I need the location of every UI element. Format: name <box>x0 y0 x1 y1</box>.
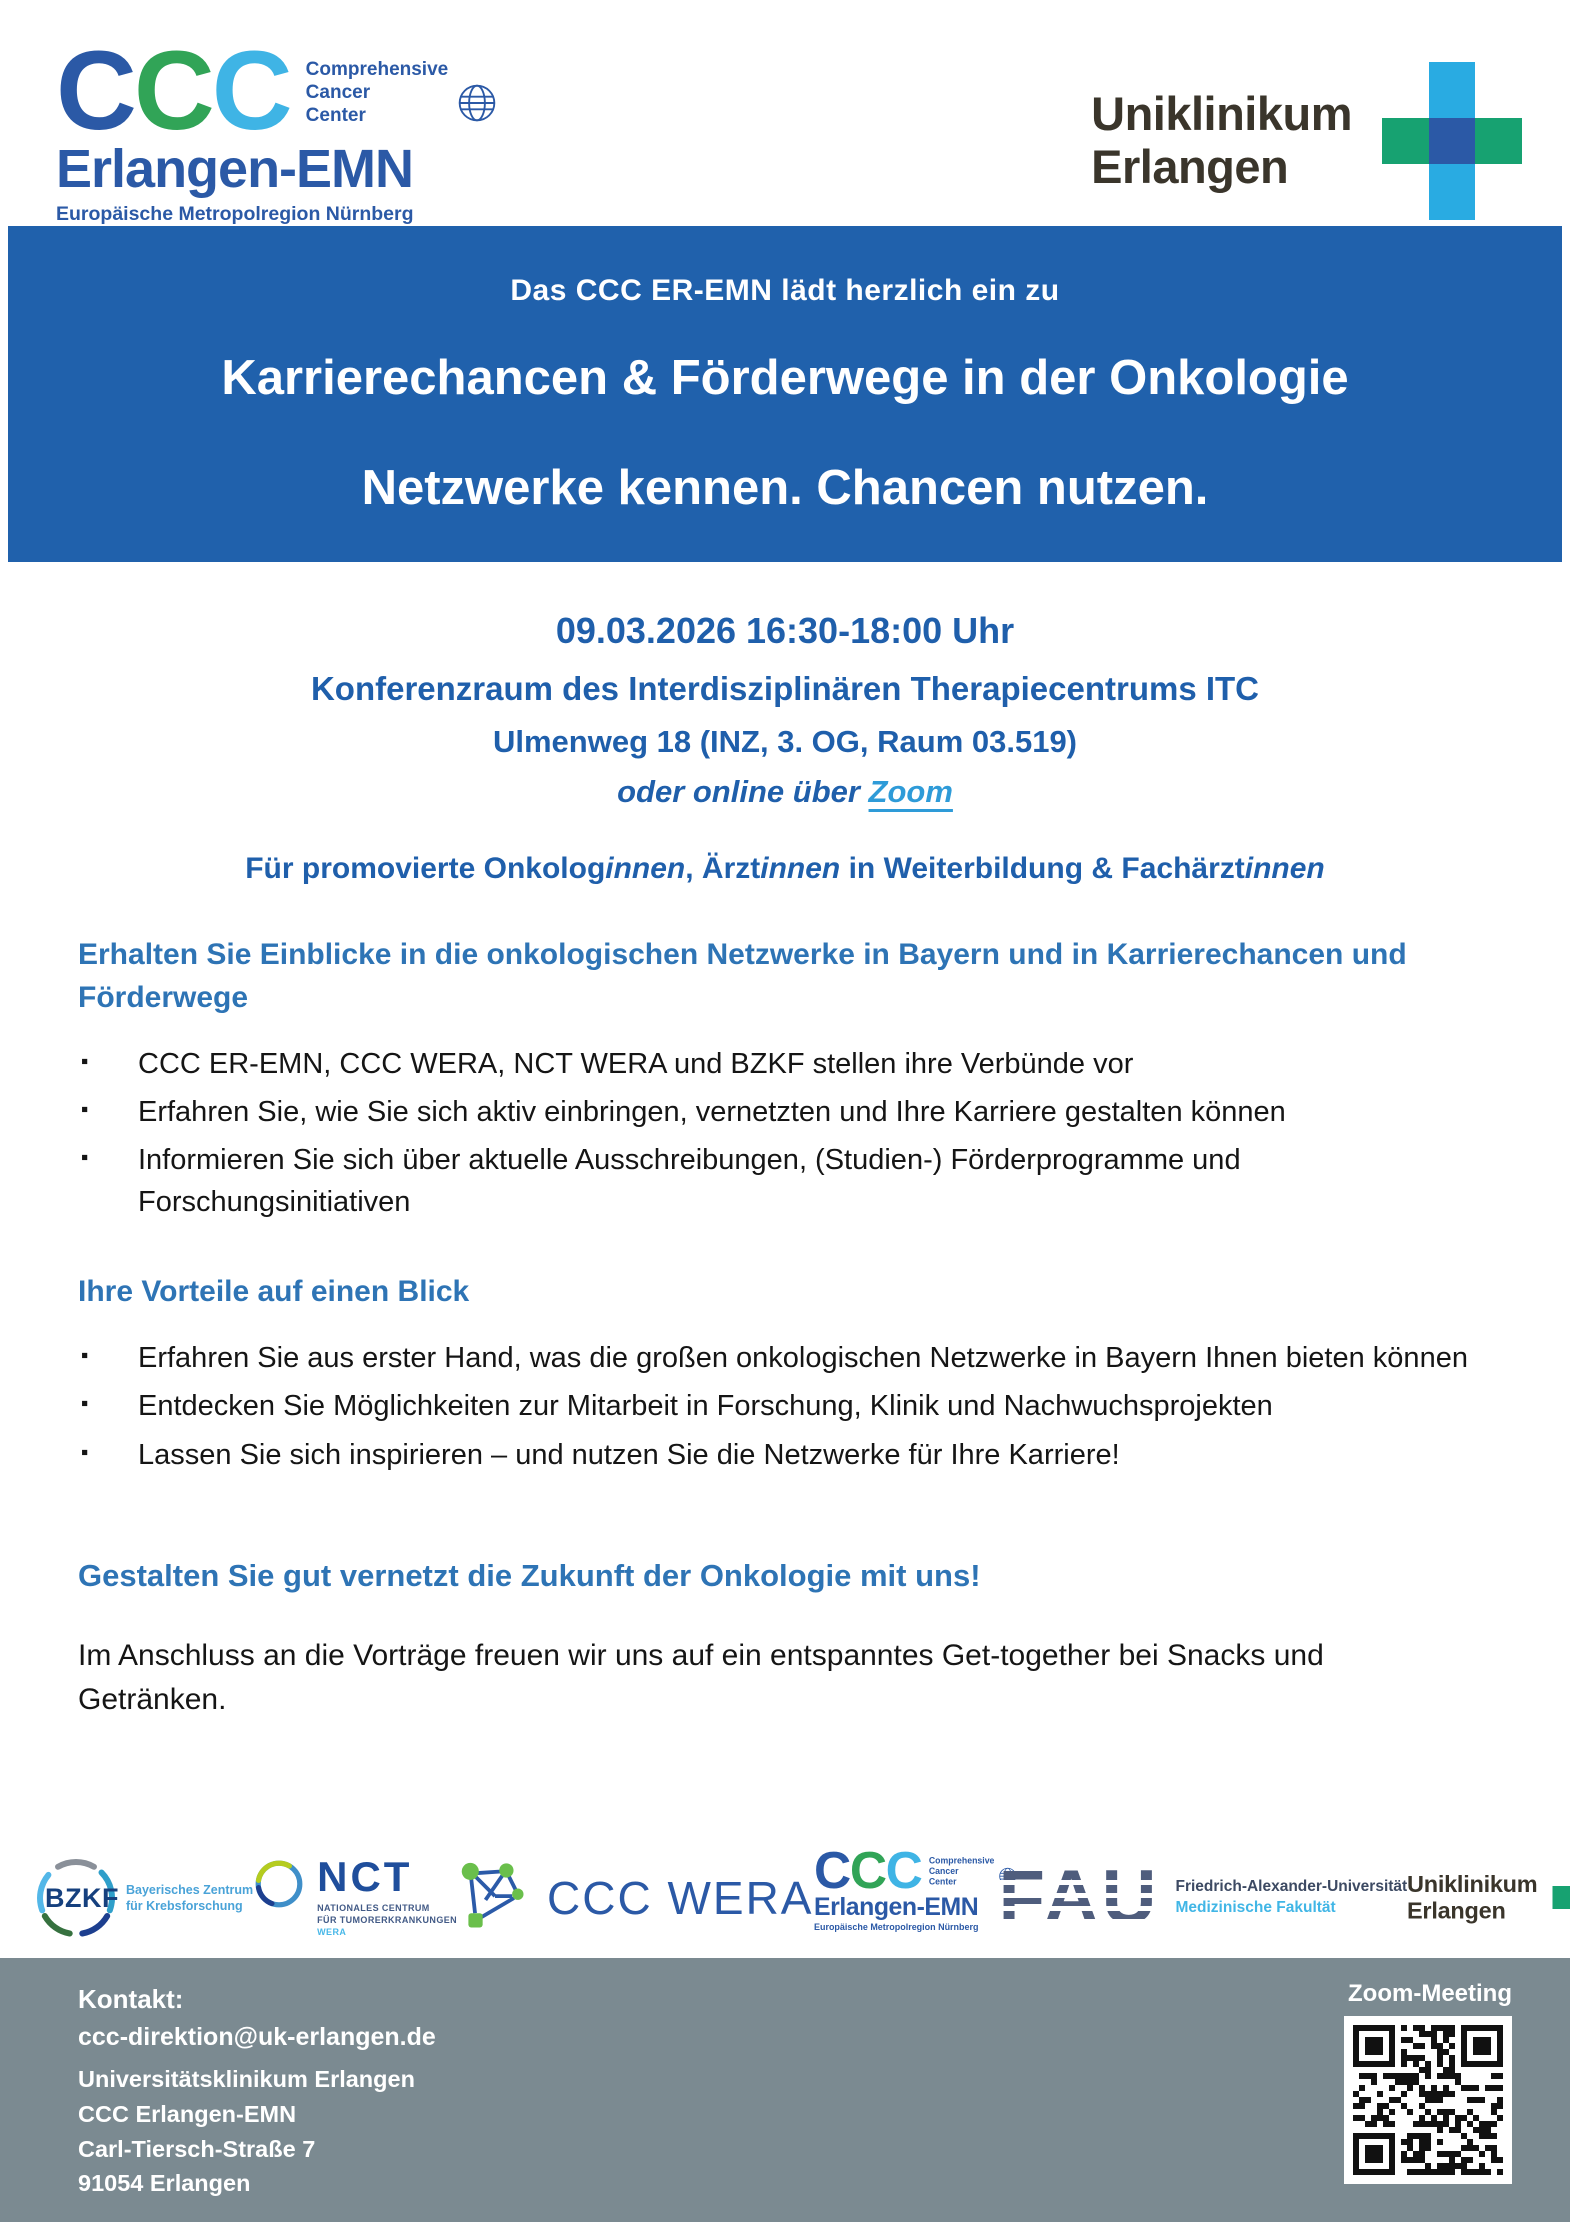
closing-paragraph: Im Anschluss an die Vorträge freuen wir uns auf ein entspanntes Get-together bei Snacks und Getränken. <box>78 1638 1324 1717</box>
hero-band <box>8 226 1562 562</box>
benefits-bullet-list <box>78 1338 1492 1476</box>
event-venue: Konferenzraum des Interdisziplinären Therapiecentrums ITC <box>310 670 1260 707</box>
section-heading-insights: Erhalten Sie Einblicke in die onkologischen Netzwerke in Bayern und in Karrierechancen und Förderwege <box>78 938 1407 1014</box>
fau-mark <box>999 1868 1160 1927</box>
partner-logo-ccc-wera <box>457 1860 813 1936</box>
fau-university-line: Friedrich-Alexander-Universität <box>1175 1878 1408 1896</box>
partner-logo-ccc-erlangen-emn: CCC Comprehensive Cancer Center Erlangen-EMN Europäische Metropolregion Nürnberg <box>814 1850 999 1946</box>
zoom-meeting-block <box>1340 1980 1512 2189</box>
zoom-meeting-label: Zoom-Meeting <box>1348 1980 1512 2007</box>
globe-icon <box>456 82 498 124</box>
event-audience: Für promovierte Onkologinnen, Ärztinnen in Weiterbildung & Fachärztinnen <box>245 852 1325 885</box>
list-item: ▪ CCC ER-EMN, CCC WERA, NCT WERA und BZKF stellen ihre Verbünde vor <box>78 1044 1492 1085</box>
ccc-tagline: Comprehensive Cancer Center <box>305 59 449 127</box>
event-datetime: 09.03.2026 16:30-18:00 Uhr <box>555 610 1015 651</box>
zoom-qr-code <box>1344 2016 1512 2184</box>
nct-acronym: NCT <box>317 1852 413 1900</box>
partner-logo-uniklinikum: Uniklinikum Erlangen <box>1407 1853 1570 1943</box>
fau-faculty-line: Medizinische Fakultät <box>1175 1898 1336 1916</box>
partner-logo-bzkf <box>36 1858 253 1938</box>
top-header <box>0 0 1570 226</box>
uniklinikum-erlangen-logo <box>1091 62 1522 220</box>
partner-logo-nct <box>253 1852 458 1938</box>
list-item: ▪ Entdecken Sie Möglichkeiten zur Mitarbeit in Forschung, Klinik und Nachwuchsprojekten <box>78 1386 1492 1427</box>
partner-logo-strip <box>0 1842 1570 1954</box>
contact-address: Universitätsklinikum Erlangen CCC Erlangen-EMN Carl-Tiersch-Straße 7 91054 Erlangen <box>78 2066 415 2197</box>
event-details <box>0 610 1570 886</box>
insights-bullet-list <box>78 1044 1492 1223</box>
bzkf-acronym: BZKF <box>45 1883 119 1913</box>
list-item: ▪ Erfahren Sie, wie Sie sich aktiv einbringen, vernetzten und Ihre Karriere gestalten können <box>78 1092 1492 1133</box>
partner-logo-fau <box>999 1868 1408 1927</box>
list-item: ▪ Informieren Sie sich über aktuelle Ausschreibungen, (Studien-) Förderprogramme und Forschungsinitiativen <box>78 1140 1492 1222</box>
uniklinikum-cross-icon <box>1553 1858 1570 1937</box>
contact-email: ccc-direktion@uk-erlangen.de <box>78 2023 436 2051</box>
list-item: ▪ Erfahren Sie aus erster Hand, was die großen onkologischen Netzwerke in Bayern Ihnen bieten können <box>78 1338 1492 1379</box>
zoom-link[interactable]: Zoom <box>868 774 953 809</box>
hero-title-line1: Karrierechancen & Förderwege in der Onkologie <box>221 351 1349 405</box>
uniklinikum-cross-icon <box>1382 62 1522 220</box>
section-heading-benefits: Ihre Vorteile auf einen Blick <box>78 1274 470 1308</box>
bzkf-tagline: Bayerisches Zentrum für Krebsforschung <box>126 1882 254 1913</box>
event-online-line: oder online über Zoom <box>617 774 953 809</box>
list-item: ▪ Lassen Sie sich inspirieren – und nutzen Sie die Netzwerke für Ihre Karriere! <box>78 1435 1492 1476</box>
nct-ring-icon <box>253 1858 305 1910</box>
network-icon <box>457 1860 533 1936</box>
uniklinikum-logo-text: Uniklinikum Erlangen <box>1091 87 1352 193</box>
main-content <box>0 934 1570 1723</box>
footer <box>0 1958 1570 2222</box>
ccc-letters: CCC <box>56 28 290 153</box>
hero-title-line2: Netzwerke kennen. Chancen nutzen. <box>361 461 1209 515</box>
hero-intro: Das CCC ER-EMN lädt herzlich ein zu <box>510 274 1060 307</box>
ccc-erlangen-emn-logo <box>56 28 456 226</box>
nct-tagline: NATIONALES CENTRUM FÜR TUMORERKRANKUNGEN WERA <box>317 1902 458 1937</box>
event-address: Ulmenweg 18 (INZ, 3. OG, Raum 03.519) <box>492 724 1078 759</box>
kontakt-label: Kontakt: <box>78 1984 184 2014</box>
ccc-logo-subline: Europäische Metropolregion Nürnberg <box>56 202 414 225</box>
ccc-logo-name: Erlangen-EMN <box>56 138 414 199</box>
ccc-wera-name: CCC WERA <box>547 1872 814 1924</box>
cta-heading: Gestalten Sie gut vernetzt die Zukunft der Onkologie mit uns! <box>78 1557 981 1593</box>
